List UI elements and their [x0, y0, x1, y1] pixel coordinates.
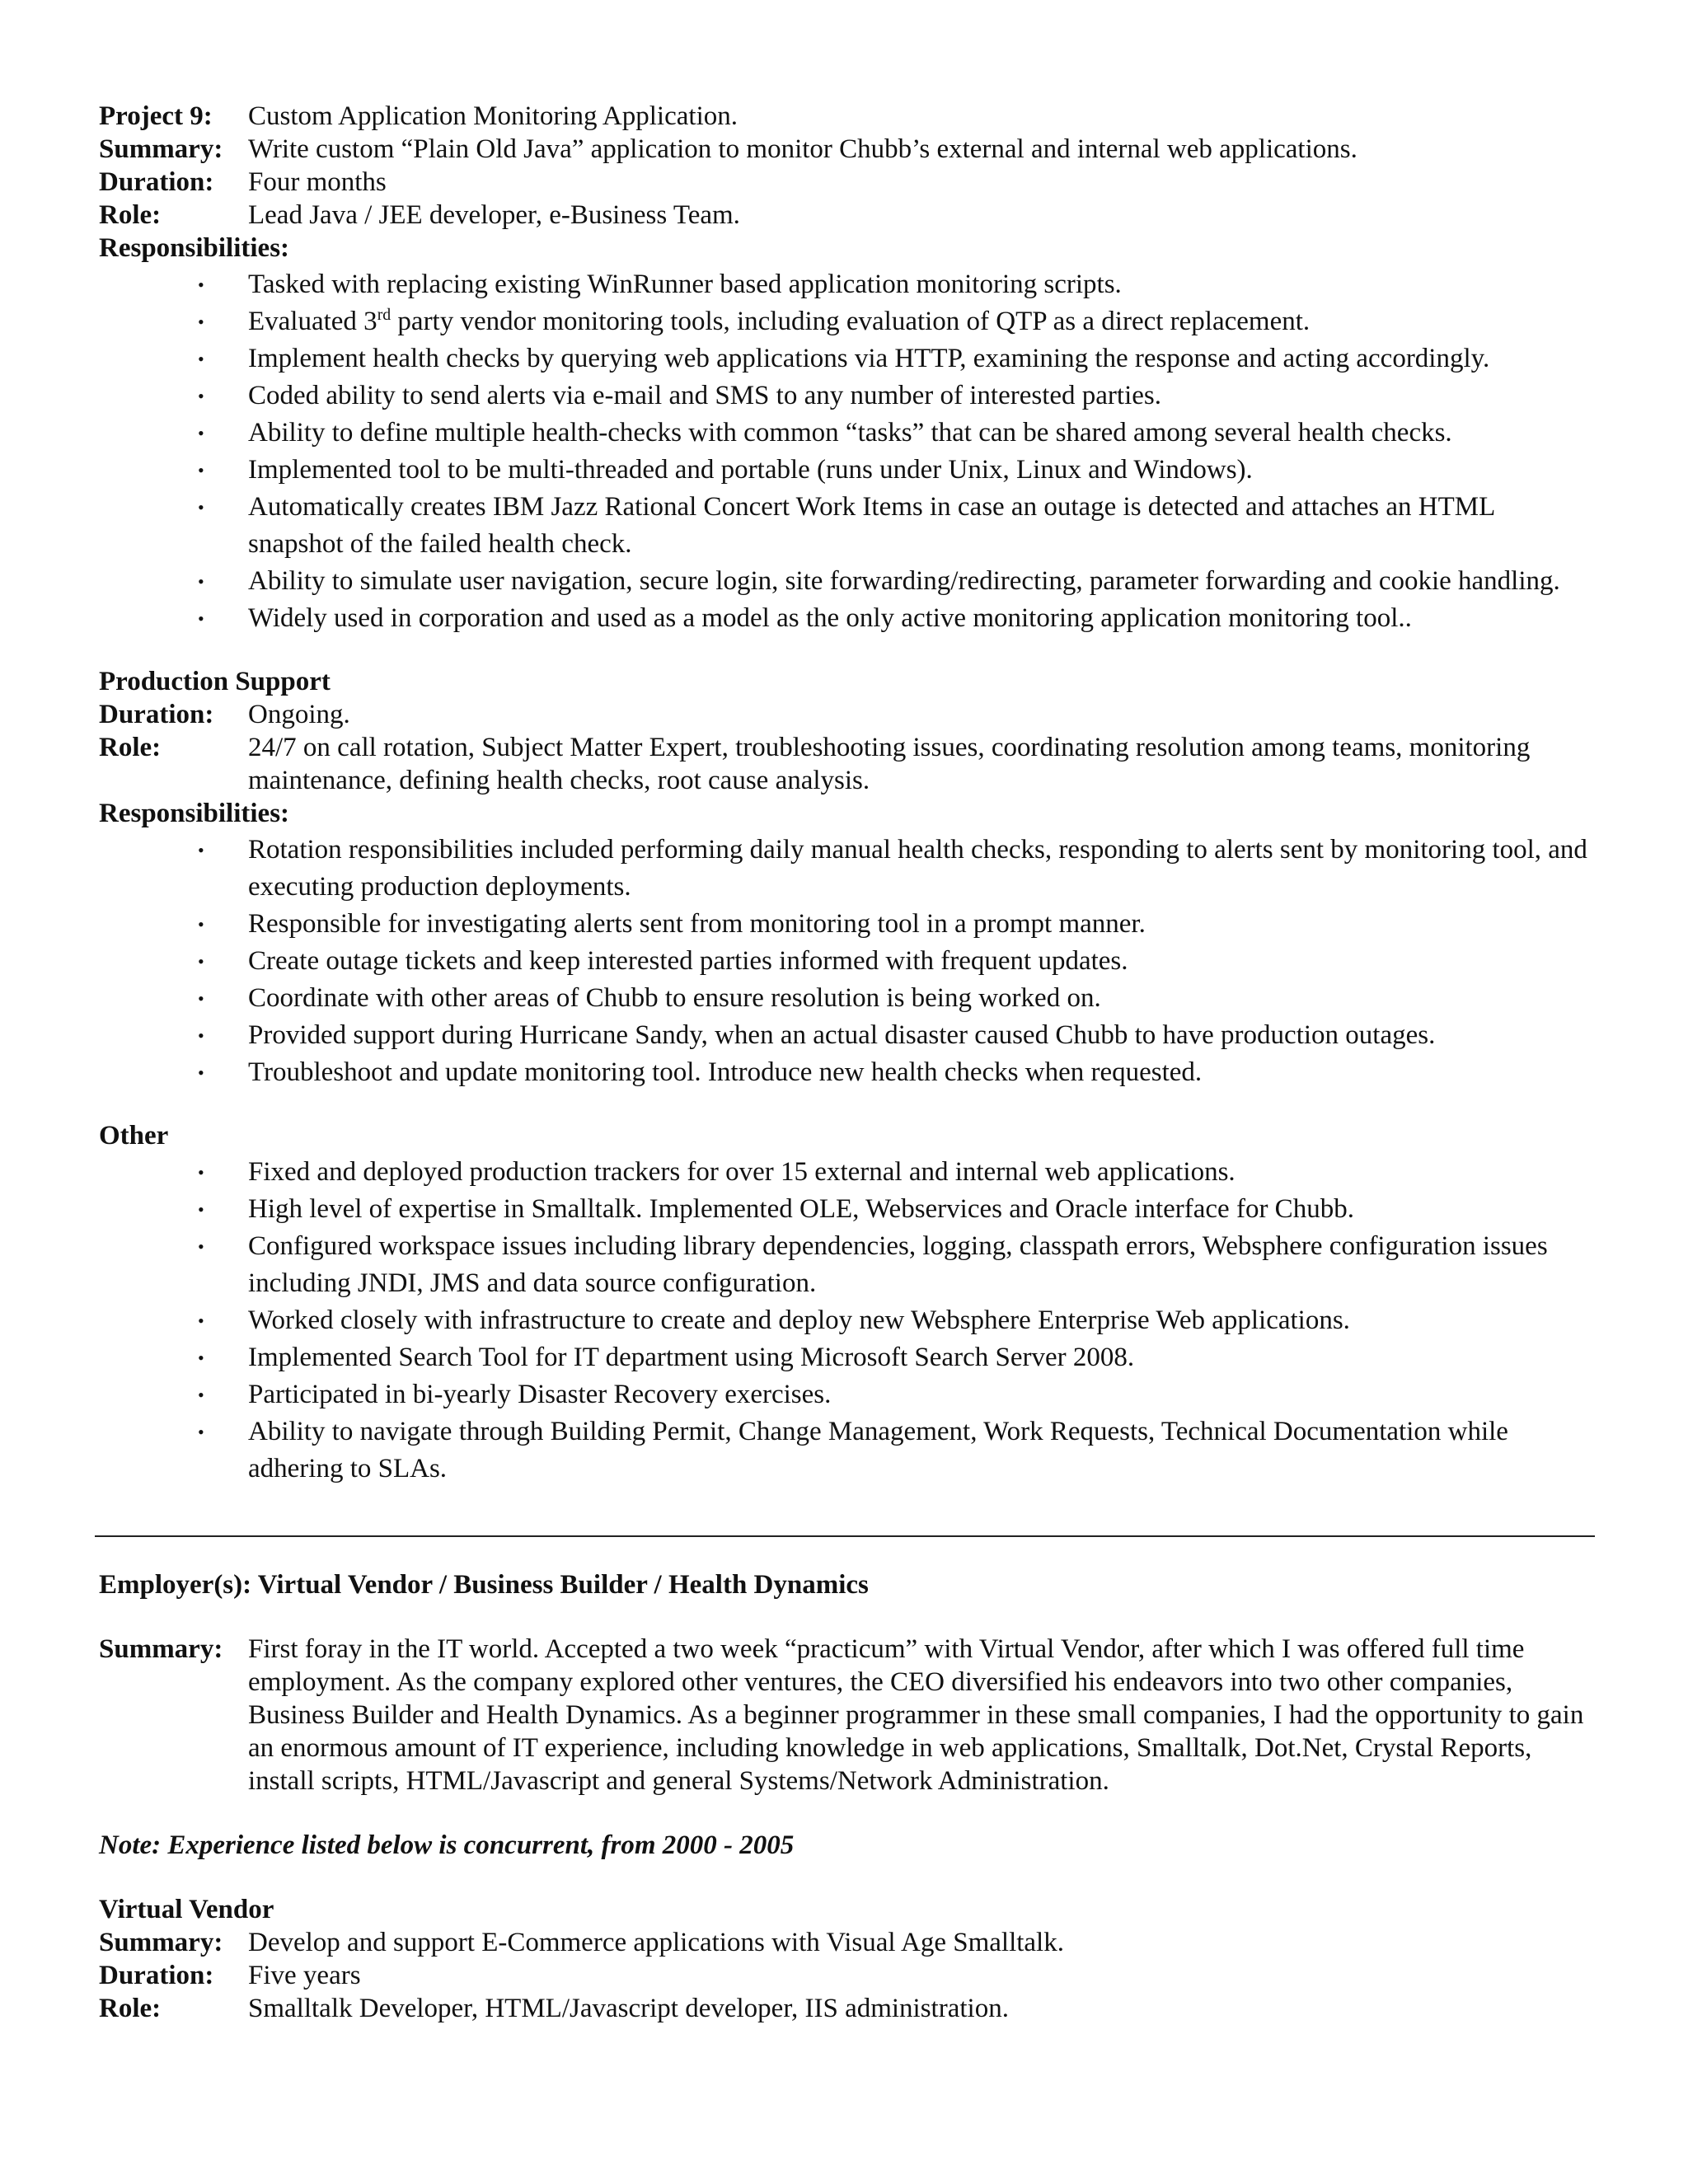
bullet-text: Provided support during Hurricane Sandy, when an actual disaster caused Chubb to have production outages. [248, 1020, 1436, 1050]
summary-row [99, 133, 1591, 166]
duration-value: Five years [248, 1961, 361, 1990]
bullet-item [99, 1054, 1591, 1091]
duration-row [99, 1959, 1591, 1992]
bullet-text: Fixed and deployed production trackers for over 15 external and internal web applications. [248, 1157, 1236, 1187]
bullet-text: Troubleshoot and update monitoring tool. Introduce new health checks when requested. [248, 1057, 1203, 1087]
summary-label: Summary: [99, 134, 223, 164]
bullet-icon: • [198, 1422, 204, 1442]
role-value: Smalltalk Developer, HTML/Javascript developer, IIS administration. [248, 1994, 1009, 2023]
virtual-vendor-heading: Virtual Vendor [99, 1895, 274, 1924]
bullet-text: Worked closely with infrastructure to create and deploy new Websphere Enterprise Web applications. [248, 1305, 1350, 1335]
spacer [99, 1862, 1591, 1893]
bullet-item [99, 943, 1591, 980]
bullet-item [99, 266, 1591, 303]
spacer [99, 1601, 1591, 1633]
bullet-item [99, 832, 1591, 906]
bullet-icon: • [198, 951, 204, 972]
bullet-text: Implemented Search Tool for IT department using Microsoft Search Server 2008. [248, 1343, 1135, 1372]
role-row [99, 1992, 1591, 2025]
bullet-text: Implement health checks by querying web applications via HTTP, examining the response and acting accordingly. [248, 344, 1490, 373]
concurrent-note: Note: Experience listed below is concurrent, from 2000 - 2005 [99, 1830, 795, 1860]
role-value: Lead Java / JEE developer, e-Business Team. [248, 200, 740, 230]
section-divider [95, 1535, 1595, 1537]
production-support-heading: Production Support [99, 667, 331, 696]
bullet-item [99, 1376, 1591, 1413]
bullet-icon: • [198, 1310, 204, 1331]
bullet-text: Participated in bi-yearly Disaster Recovery exercises. [248, 1380, 832, 1409]
other-section [99, 1119, 1591, 1488]
summary-value: Write custom “Plain Old Java” application to monitor Chubb’s external and internal web applications. [248, 134, 1357, 164]
bullet-text: High level of expertise in Smalltalk. Implemented OLE, Webservices and Oracle interface for Chubb. [248, 1194, 1354, 1224]
duration-label: Duration: [99, 700, 214, 729]
bullet-item [99, 303, 1591, 340]
duration-label: Duration: [99, 1961, 214, 1990]
role-row [99, 199, 1591, 232]
summary-row [99, 1633, 1591, 1797]
summary-label: Summary: [99, 1634, 223, 1664]
role-label: Role: [99, 733, 162, 762]
bullet-text: Coordinate with other areas of Chubb to ensure resolution is being worked on. [248, 983, 1101, 1013]
bullet-icon: • [198, 1236, 204, 1257]
bullet-item [99, 1191, 1591, 1228]
virtual-vendor-section [99, 1893, 1591, 2025]
bullet-text: Ability to simulate user navigation, secure login, site forwarding/redirecting, parameter forwarding and cookie handling. [248, 566, 1560, 596]
responsibilities-label: Responsibilities: [99, 233, 290, 263]
bullet-item [99, 1339, 1591, 1376]
bullet-item [99, 415, 1591, 452]
duration-value: Ongoing. [248, 700, 350, 729]
bullet-icon: • [198, 386, 204, 406]
role-label: Role: [99, 200, 162, 230]
employer-section [99, 1568, 1591, 1862]
employer-heading: Employer(s): Virtual Vendor / Business Builder / Health Dynamics [99, 1570, 869, 1600]
bullet-item [99, 340, 1591, 377]
bullet-icon: • [198, 423, 204, 443]
bullet-icon: • [198, 1162, 204, 1183]
bullet-icon: • [198, 571, 204, 592]
bullet-item [99, 600, 1591, 637]
bullet-text: Tasked with replacing existing WinRunner based application monitoring scripts. [248, 269, 1122, 299]
bullet-text: Implemented tool to be multi-threaded and portable (runs under Unix, Linux and Windows). [248, 455, 1253, 485]
summary-row [99, 1926, 1591, 1959]
bullet-icon: • [198, 274, 204, 295]
spacer [99, 1537, 1591, 1568]
project-row [99, 100, 1591, 133]
bullet-text: Automatically creates IBM Jazz Rational Concert Work Items in case an outage is detected and attaches an HTML snapshot of the failed health check. [248, 492, 1495, 559]
project-9-bullet-list [99, 266, 1591, 637]
bullet-icon: • [198, 1385, 204, 1405]
bullet-text: Configured workspace issues including library dependencies, logging, classpath errors, Websphere configuration issues including JNDI, JMS and data source configuration. [248, 1231, 1548, 1298]
duration-value: Four months [248, 167, 387, 197]
bullet-text: Rotation responsibilities included performing daily manual health checks, responding to alerts sent by monitoring tool, and executing production deployments. [248, 835, 1587, 902]
bullet-icon: • [198, 914, 204, 935]
duration-label: Duration: [99, 167, 214, 197]
bullet-text: Ability to navigate through Building Permit, Change Management, Work Requests, Technical Documentation while adhering to SLAs. [248, 1417, 1508, 1483]
bullet-item [99, 489, 1591, 563]
project-9-section [99, 100, 1591, 637]
project-value: Custom Application Monitoring Application. [248, 101, 738, 131]
production-support-bullet-list [99, 832, 1591, 1091]
bullet-text: Create outage tickets and keep interested parties informed with frequent updates. [248, 946, 1128, 976]
bullet-item [99, 452, 1591, 489]
bullet-icon: • [198, 1347, 204, 1368]
bullet-item [99, 1154, 1591, 1191]
bullet-text: Ability to define multiple health-checks with common “tasks” that can be shared among several health checks. [248, 418, 1452, 448]
spacer [99, 1797, 1591, 1829]
project-label: Project 9: [99, 101, 213, 131]
bullet-text: Evaluated 3rd party vendor monitoring tools, including evaluation of QTP as a direct replacement. [248, 306, 1311, 336]
role-value: 24/7 on call rotation, Subject Matter Expert, troubleshooting issues, coordinating resolution among teams, monitoring maintenance, defining health checks, root cause analysis. [248, 733, 1531, 795]
other-bullet-list [99, 1154, 1591, 1488]
summary-value: First foray in the IT world. Accepted a two week “practicum” with Virtual Vendor, after which I was offered full time employment. As the company explored other ventures, the CEO diversified his endeavors into two other companies, Business Builder and Health Dynamics. As a beginner programmer in these small companies, I had the opportunity to gain an enormous amount of IT experience, including knowledge in web applications, Smalltalk, Dot.Net, Crystal Reports, install scripts, HTML/Javascript and general Systems/Network Administration. [248, 1634, 1584, 1796]
bullet-item [99, 1413, 1591, 1488]
bullet-item [99, 377, 1591, 415]
bullet-icon: • [198, 349, 204, 369]
role-label: Role: [99, 1994, 162, 2023]
other-heading: Other [99, 1121, 169, 1151]
spacer [99, 1091, 1591, 1119]
summary-label: Summary: [99, 1928, 223, 1957]
bullet-icon: • [198, 988, 204, 1009]
bullet-item [99, 1228, 1591, 1302]
bullet-text: Coded ability to send alerts via e-mail and SMS to any number of interested parties. [248, 381, 1161, 410]
summary-value: Develop and support E-Commerce applications with Visual Age Smalltalk. [248, 1928, 1064, 1957]
spacer [99, 637, 1591, 665]
duration-row [99, 166, 1591, 199]
bullet-icon: • [198, 460, 204, 480]
duration-row [99, 698, 1591, 731]
bullet-item [99, 980, 1591, 1017]
bullet-item [99, 1302, 1591, 1339]
resume-content [99, 100, 1591, 2025]
bullet-item [99, 1017, 1591, 1054]
bullet-text: Responsible for investigating alerts sent from monitoring tool in a prompt manner. [248, 909, 1146, 939]
bullet-icon: • [198, 1025, 204, 1046]
bullet-icon: • [198, 497, 204, 518]
production-support-section [99, 665, 1591, 1091]
role-row [99, 731, 1591, 797]
bullet-item [99, 906, 1591, 943]
responsibilities-label: Responsibilities: [99, 799, 290, 828]
bullet-icon: • [198, 312, 204, 332]
bullet-icon: • [198, 840, 204, 860]
bullet-text: Widely used in corporation and used as a model as the only active monitoring application monitoring tool.. [248, 603, 1412, 633]
spacer [99, 1488, 1591, 1535]
bullet-icon: • [198, 608, 204, 629]
bullet-item [99, 563, 1591, 600]
bullet-icon: • [198, 1062, 204, 1083]
bullet-icon: • [198, 1199, 204, 1220]
